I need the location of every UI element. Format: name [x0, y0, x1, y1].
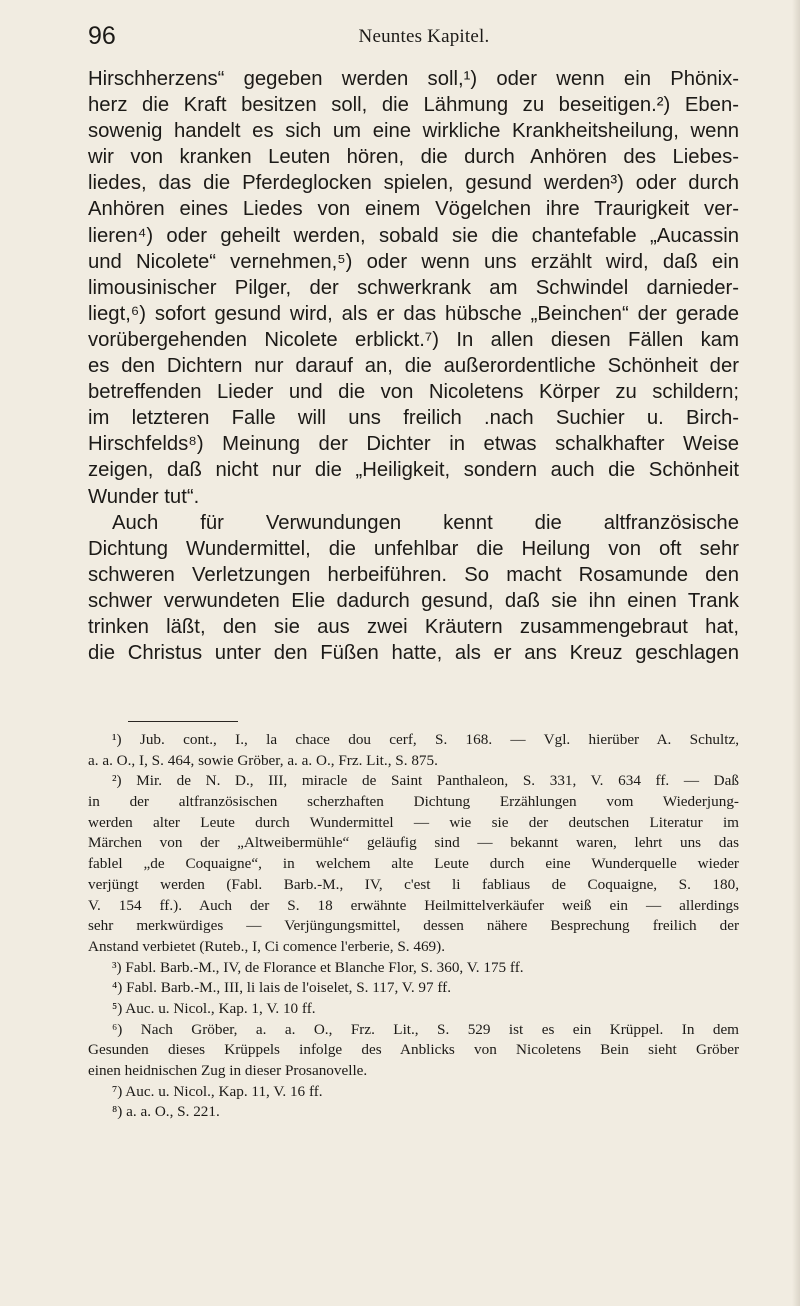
- text-line: trinken läßt, den sie aus zwei Kräutern zusammengebraut hat,: [88, 615, 739, 638]
- text-line: im letzteren Falle will uns freilich .nach Suchier u. Birch-: [88, 407, 739, 430]
- footnote-divider: [128, 721, 238, 722]
- text-line: es den Dichtern nur darauf an, die außerordentliche Schönheit der: [88, 355, 739, 378]
- footnote-line: in der altfranzösischen scherzhaften Dichtung Erzählungen vom Wiederjung-: [88, 793, 739, 811]
- text-line: liedes, das die Pferdeglocken spielen, gesund werden³) oder durch: [88, 172, 739, 195]
- footnote-line: werden alter Leute durch Wundermittel — wie sie der deutschen Literatur im: [88, 813, 739, 831]
- footnote-line: sehr merkwürdiges — Verjüngungsmittel, dessen nähere Besprechung freilich der: [88, 917, 739, 935]
- text-line: wir von kranken Leuten hören, die durch Anhören des Liebes-: [88, 146, 739, 169]
- footnote-line: fablel „de Coquaigne“, in welchem alte Leute durch eine Wunderquelle wieder: [88, 855, 739, 873]
- text-line: lieren⁴) oder geheilt werden, sobald sie die chantefable „Aucassin: [88, 224, 739, 247]
- footnote-line: ⁶) Nach Gröber, a. a. O., Frz. Lit., S. 529 ist es ein Krüppel. In dem: [112, 1020, 739, 1038]
- text-line: sowenig handelt es sich um eine wirkliche Krankheitsheilung, wenn: [88, 120, 739, 143]
- text-line: schweren Verletzungen herbeiführen. So macht Rosamunde den: [88, 563, 739, 586]
- footnote-line: ²) Mir. de N. D., III, miracle de Saint Panthaleon, S. 331, V. 634 ff. — Daß: [112, 772, 739, 790]
- footnote-line: V. 154 ff.). Auch der S. 18 erwähnte Heilmittelverkäufer weiß ein — allerdings: [88, 896, 739, 914]
- page-number: 96: [88, 22, 116, 50]
- footnote-line: a. a. O., I, S. 464, sowie Gröber, a. a. O., Frz. Lit., S. 875.: [88, 751, 438, 769]
- scan-edge-shadow: [792, 0, 800, 1306]
- footnote-line: ⁵) Auc. u. Nicol., Kap. 1, V. 10 ff.: [112, 999, 316, 1017]
- text-line: Anhören eines Liedes von einem Vögelchen ihre Traurigkeit ver-: [88, 198, 739, 221]
- text-line: betreffenden Lieder und die von Nicoletens Körper zu schildern;: [88, 381, 739, 404]
- text-line: Wunder tut“.: [88, 485, 200, 508]
- footnote-line: ¹) Jub. cont., I., la chace dou cerf, S. 168. — Vgl. hierüber A. Schultz,: [112, 731, 739, 748]
- text-line: Auch für Verwundungen kennt die altfranzösische: [112, 511, 739, 534]
- footnote-line: ⁴) Fabl. Barb.-M., III, li lais de l'oiselet, S. 117, V. 97 ff.: [112, 979, 452, 997]
- text-line: Hirschherzens“ gegeben werden soll,¹) oder wenn ein Phönix-: [88, 68, 739, 90]
- footnote-line: einen heidnischen Zug in dieser Prosanovelle.: [88, 1062, 368, 1079]
- text-line: die Christus unter den Füßen hatte, als er ans Kreuz geschlagen: [88, 642, 739, 665]
- text-line: und Nicolete“ vernehmen,⁵) oder wenn uns erzählt wird, daß ein: [88, 250, 739, 273]
- footnote-line: Anstand verbietet (Ruteb., I, Ci comence l'erberie, S. 469).: [88, 937, 446, 955]
- text-line: liegt,⁶) sofort gesund wird, als er das hübsche „Beinchen“ der gerade: [88, 302, 739, 325]
- text-line: limousinischer Pilger, der schwerkrank am Schwindel darnieder-: [88, 276, 739, 299]
- main-text: [88, 66, 739, 666]
- footnote-line: Märchen von der „Altweibermühle“ geläufig sind — bekannt waren, lehrt uns das: [88, 834, 739, 852]
- text-line: zeigen, daß nicht nur die „Heiligkeit, sondern auch die Schönheit: [88, 459, 739, 482]
- running-title: Neuntes Kapitel.: [358, 26, 490, 47]
- text-line: schwer verwundeten Elie dadurch gesund, daß sie ihn einen Trank: [88, 589, 739, 612]
- text-line: vorübergehenden Nicolete erblickt.⁷) In allen diesen Fällen kam: [88, 328, 739, 351]
- footnote-line: ⁷) Auc. u. Nicol., Kap. 11, V. 16 ff.: [112, 1082, 323, 1100]
- page-header: [88, 22, 740, 56]
- text-line: Hirschfelds⁸) Meinung der Dichter in etwas schalkhafter Weise: [88, 433, 739, 456]
- text-line: herz die Kraft besitzen soll, die Lähmung zu beseitigen.²) Eben-: [88, 94, 739, 117]
- footnotes: [88, 730, 739, 1123]
- text-line: Dichtung Wundermittel, die unfehlbar die Heilung von oft sehr: [88, 537, 739, 560]
- footnote-line: ³) Fabl. Barb.-M., IV, de Florance et Blanche Flor, S. 360, V. 175 ff.: [112, 958, 524, 976]
- footnote-line: Gesunden dieses Krüppels infolge des Anblicks von Nicoletens Bein sieht Gröber: [88, 1041, 739, 1059]
- footnote-line: ⁸) a. a. O., S. 221.: [112, 1103, 220, 1121]
- footnote-line: verjüngt werden (Fabl. Barb.-M., IV, c'est li fabliaus de Coquaigne, S. 180,: [88, 875, 739, 893]
